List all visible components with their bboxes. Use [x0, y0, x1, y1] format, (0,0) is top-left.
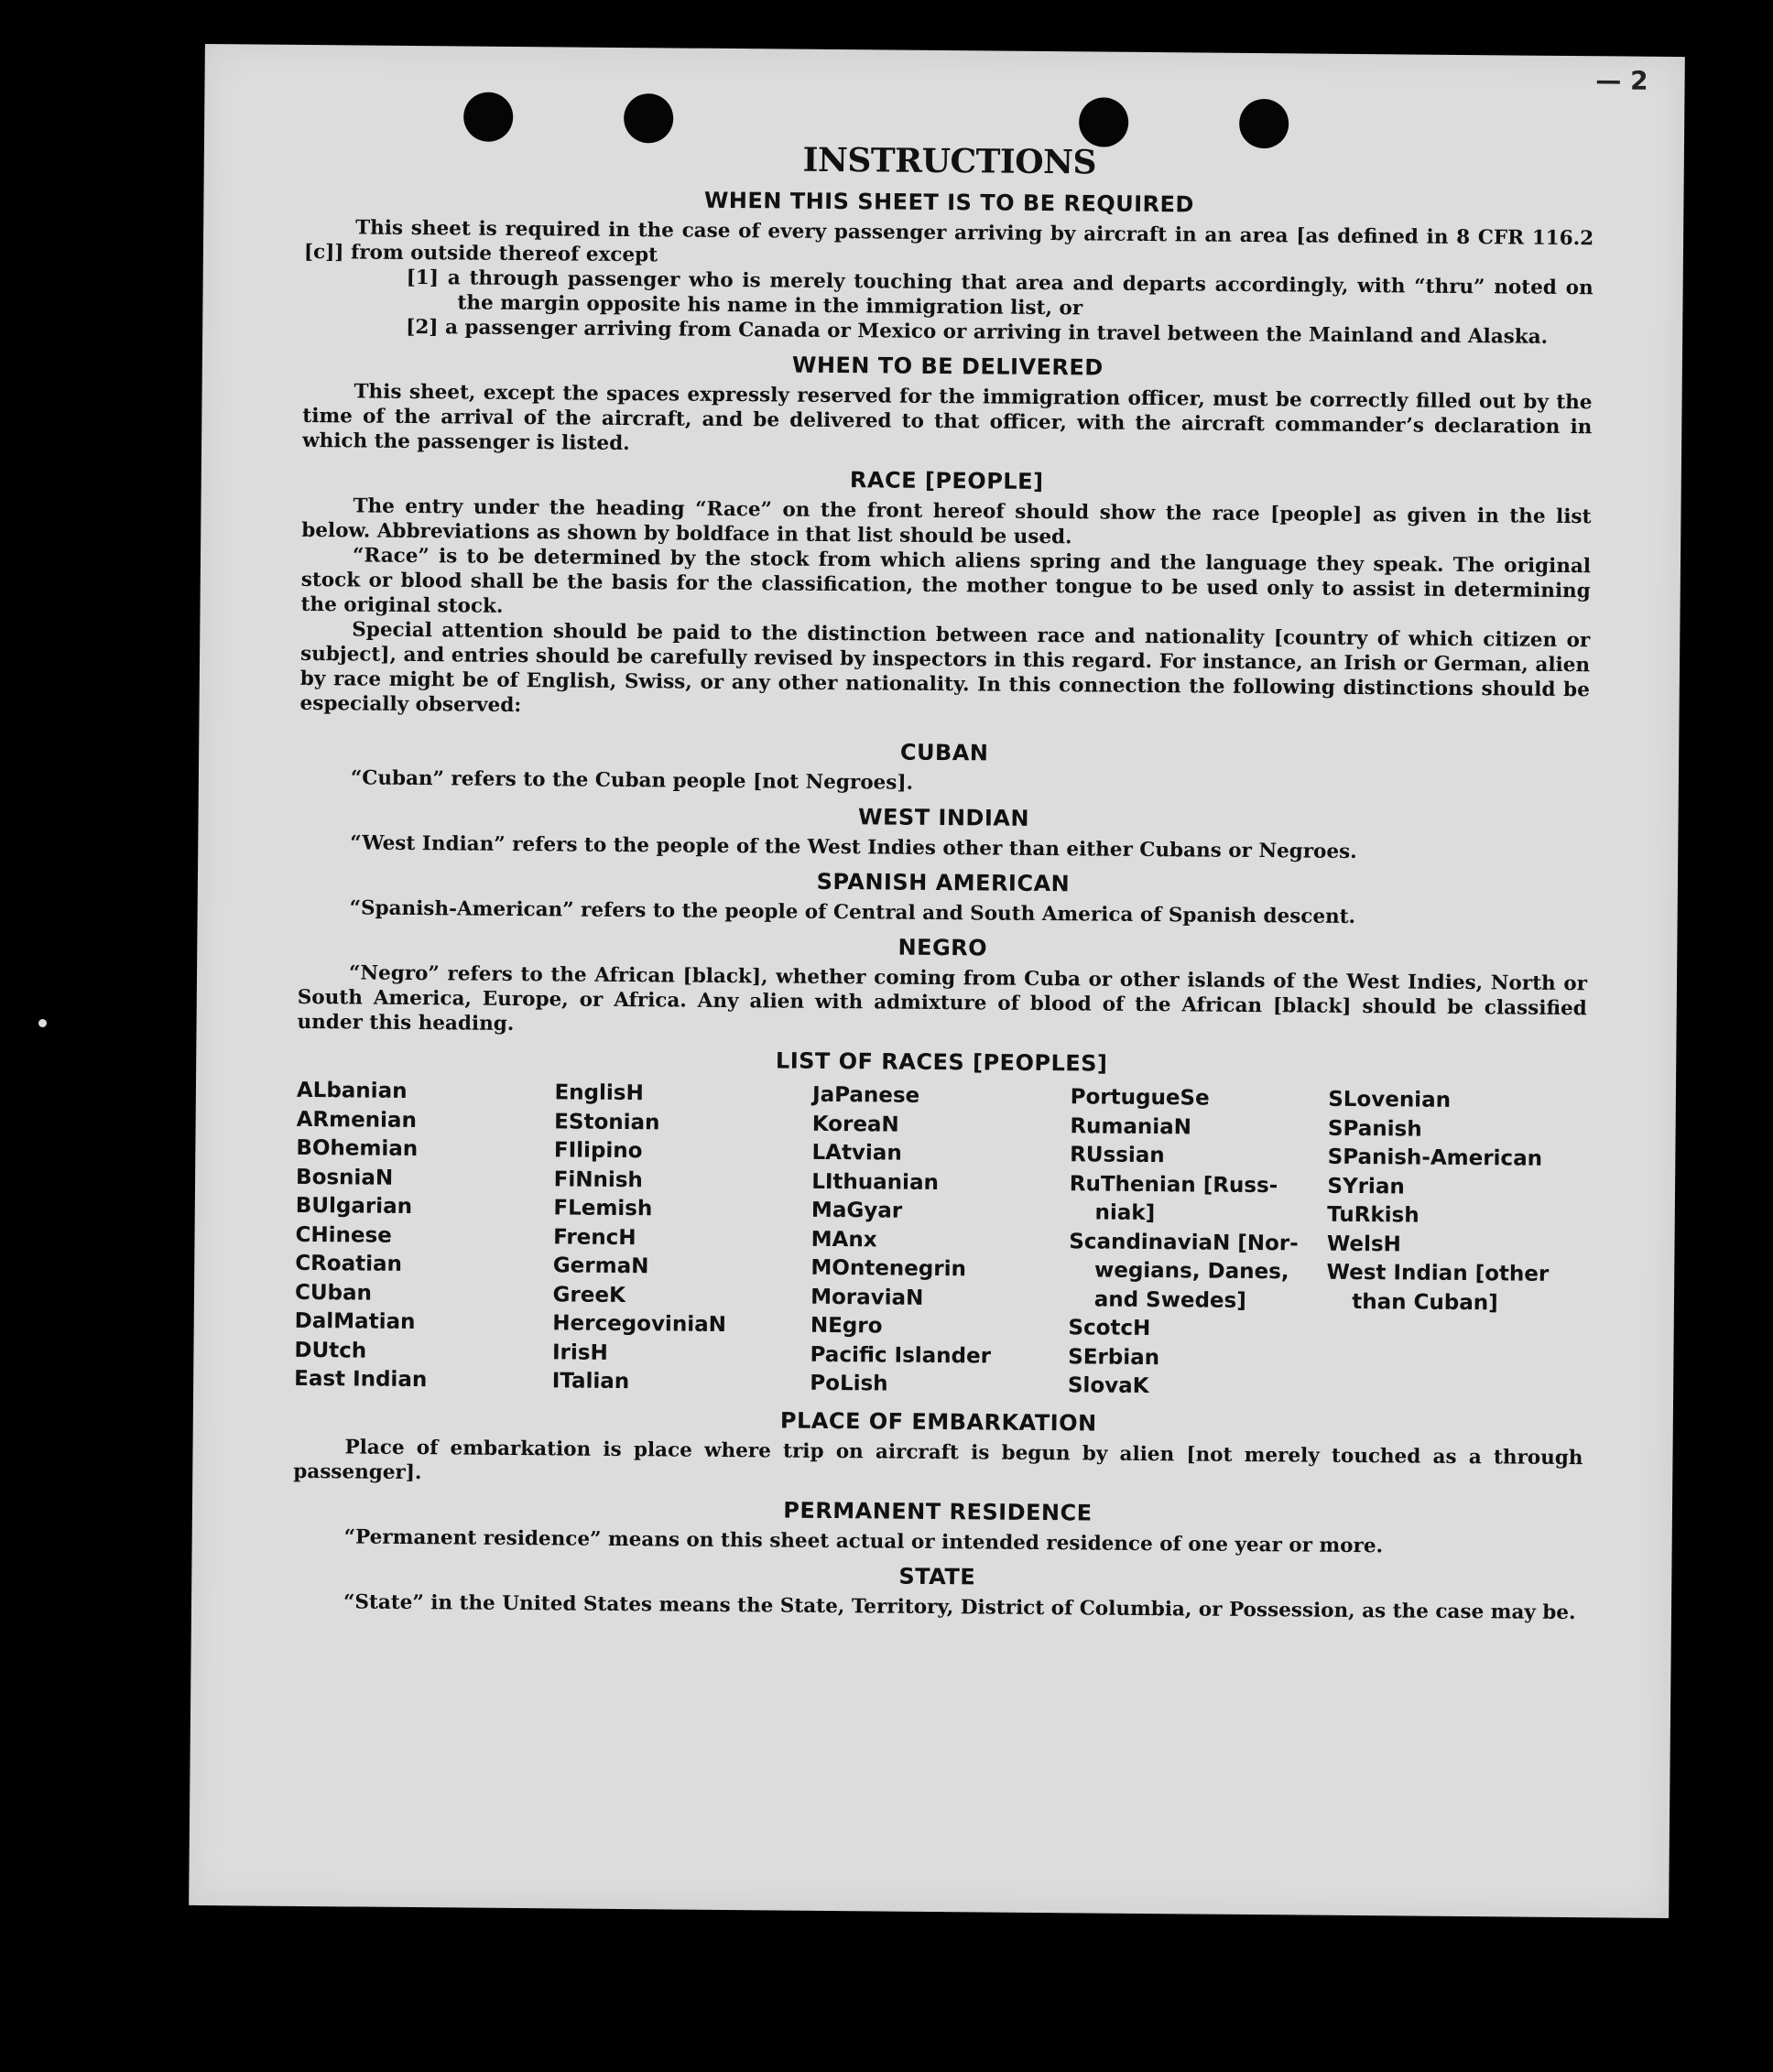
race-item: West Indian [other [1326, 1260, 1550, 1286]
race-item: FLemish [553, 1196, 653, 1221]
race-item: CHinese [295, 1222, 392, 1248]
race-item: SErbian [1068, 1344, 1160, 1370]
punch-hole [624, 93, 673, 143]
race-item: MOntenegrin [810, 1255, 967, 1282]
section-text-spanish-american: “Spanish-American” refers to the people of Central and South America of Spanish descent. [349, 896, 1356, 928]
section-text-embarkation: Place of embarkation is place where trip on aircraft is begun by alien [not merely touched as a through passenger]. [293, 1435, 1583, 1484]
race-item-continued: niak] [1094, 1200, 1156, 1226]
race-item: BosniaN [295, 1165, 394, 1190]
race-item: Pacific Islander [810, 1342, 992, 1369]
race-paragraph: Special attention should be paid to the distinction between race and nationality [country of which citizen or subject], and entries should be carefully revised by inspectors in this regard. For instance, an Irish or German, alien by race might be of English, Swiss, or any other nationality. In this connection the following distinctions should be especially observed: [299, 618, 1591, 718]
race-item: CRoatian [295, 1251, 403, 1276]
race-paragraph: The entry under the heading “Race” on the front hereof should show the race [people] as given in the list below. Abbreviations as shown by boldface in that list should be used. [301, 494, 1592, 549]
sheet-content [292, 136, 1594, 1625]
section-text-residence: “Permanent residence” means on this sheet actual or intended residence of one year or more. [343, 1524, 1384, 1557]
race-item: FIlipino [553, 1138, 643, 1164]
race-item: LAtvian [811, 1140, 902, 1166]
race-item: GermaN [552, 1253, 649, 1279]
section-text-delivered: This sheet, except the spaces expressly reserved for the immigration officer, must be correctly filled out by the time of the arrival of the aircraft, and be delivered to that officer, with the aircraft commander’s declaration in which the passenger is listed. [302, 380, 1593, 456]
race-item: PortugueSe [1070, 1085, 1210, 1111]
punch-hole [463, 92, 513, 141]
race-item: East Indian [294, 1366, 428, 1393]
races-list-column [552, 1079, 813, 1398]
race-item-continued: wegians, Danes, [1093, 1258, 1289, 1285]
race-item: CUban [294, 1280, 373, 1306]
race-item: SPanish [1327, 1116, 1422, 1142]
race-item: RumaniaN [1070, 1113, 1192, 1139]
race-item: FiNnish [553, 1166, 643, 1192]
section-heading-embarkation: PLACE OF EMBARKATION [779, 1407, 1097, 1437]
race-item: PoLish [810, 1371, 888, 1396]
race-item: DUtch [294, 1338, 367, 1363]
section-text-negro: “Negro” refers to the African [black], whether coming from Cuba or other islands of the West Indies, North or South America, Europe, or Africa. Any alien with admixture of blood of the African [black] should be classified under this heading. [297, 961, 1588, 1036]
race-item: MAnx [810, 1227, 877, 1252]
punch-hole [1239, 99, 1289, 148]
race-item: EnglisH [554, 1080, 644, 1106]
section-text-state: “State” in the United States means the State, Territory, District of Columbia, or Possession, as the case may be. [343, 1589, 1576, 1624]
race-item: ScandinaviaN [Nor- [1069, 1229, 1299, 1255]
instruction-sheet [189, 44, 1685, 1918]
race-item: ARmenian [296, 1107, 417, 1133]
exception-item: [1] a through passenger who is merely touching that area and departs accordingly, with “thru” noted on the margin opposite his name in the immigration list, or [406, 266, 1594, 320]
races-list-column [1068, 1083, 1329, 1403]
race-item: TuRkish [1327, 1202, 1419, 1228]
section-heading-required: WHEN THIS SHEET IS TO BE REQUIRED [703, 187, 1195, 218]
section-text-west-indian: “West Indian” refers to the people of the West Indies other than either Cubans or Negroes. [350, 831, 1357, 863]
races-list-column [810, 1081, 1071, 1401]
races-list-column [1325, 1086, 1586, 1405]
page-title: INSTRUCTIONS [802, 140, 1097, 182]
section-heading-cuban: CUBAN [899, 739, 989, 766]
race-item: KoreaN [811, 1112, 899, 1137]
section-heading-race: RACE [PEOPLE] [849, 467, 1044, 494]
race-item: EStonian [554, 1109, 660, 1134]
races-list-column [294, 1077, 555, 1396]
section-heading-west-indian: WEST INDIAN [857, 804, 1030, 831]
race-item: FrencH [553, 1224, 636, 1250]
race-item: JaPanese [811, 1082, 920, 1108]
race-item: ITalian [551, 1369, 630, 1394]
race-item: MaGyar [810, 1198, 903, 1223]
race-item: WelsH [1326, 1231, 1401, 1256]
race-item: BOhemian [296, 1135, 419, 1162]
race-item: RUssian [1070, 1143, 1165, 1168]
stray-dot [38, 1019, 47, 1027]
races-list [294, 1077, 1586, 1405]
race-item: SYrian [1327, 1174, 1405, 1199]
race-item: SPanish-American [1327, 1144, 1543, 1171]
section-heading-negro: NEGRO [897, 934, 988, 961]
race-item: SlovaK [1067, 1373, 1149, 1399]
section-heading-spanish-american: SPANISH AMERICAN [816, 868, 1071, 897]
section-text-required: This sheet is required in the case of every passenger arriving by aircraft in an area [as defined in 8 CFR 116.2 [c]] from outside thereof except [303, 216, 1594, 267]
race-item-continued: and Swedes] [1093, 1287, 1246, 1313]
race-item: BUlgarian [295, 1193, 413, 1220]
race-item: GreeK [552, 1282, 625, 1307]
race-item: HercegoviniaN [552, 1311, 727, 1338]
race-item-continued: than Cuban] [1352, 1289, 1498, 1315]
race-item: LIthuanian [811, 1169, 940, 1195]
race-item: SLovenian [1328, 1087, 1452, 1112]
section-heading-state: STATE [898, 1563, 976, 1589]
race-item: NEgro [810, 1313, 883, 1339]
page-number-mark: — 2 [1595, 65, 1648, 96]
race-item: ALbanian [296, 1078, 408, 1103]
race-item: ScotcH [1068, 1316, 1151, 1341]
race-item: DalMatian [294, 1308, 416, 1335]
section-text-cuban: “Cuban” refers to the Cuban people [not Negroes]. [350, 766, 914, 795]
punch-hole [1079, 97, 1128, 146]
race-item: IrisH [551, 1340, 608, 1365]
section-heading-delivered: WHEN TO BE DELIVERED [791, 352, 1104, 381]
race-item: MoraviaN [810, 1285, 924, 1310]
race-paragraph: “Race” is to be determined by the stock from which aliens spring and the language they speak. The original stock or blood shall be the basis for the classification, the mother tongue to be used only to assist in determining the original stock. [300, 544, 1592, 618]
exception-item: [2] a passenger arriving from Canada or Mexico or arriving in travel between the Mainland and Alaska. [406, 315, 1549, 349]
race-item: RuThenian [Russ- [1069, 1171, 1278, 1198]
section-heading-residence: PERMANENT RESIDENCE [783, 1497, 1093, 1526]
section-heading-list: LIST OF RACES [PEOPLES] [775, 1047, 1108, 1077]
